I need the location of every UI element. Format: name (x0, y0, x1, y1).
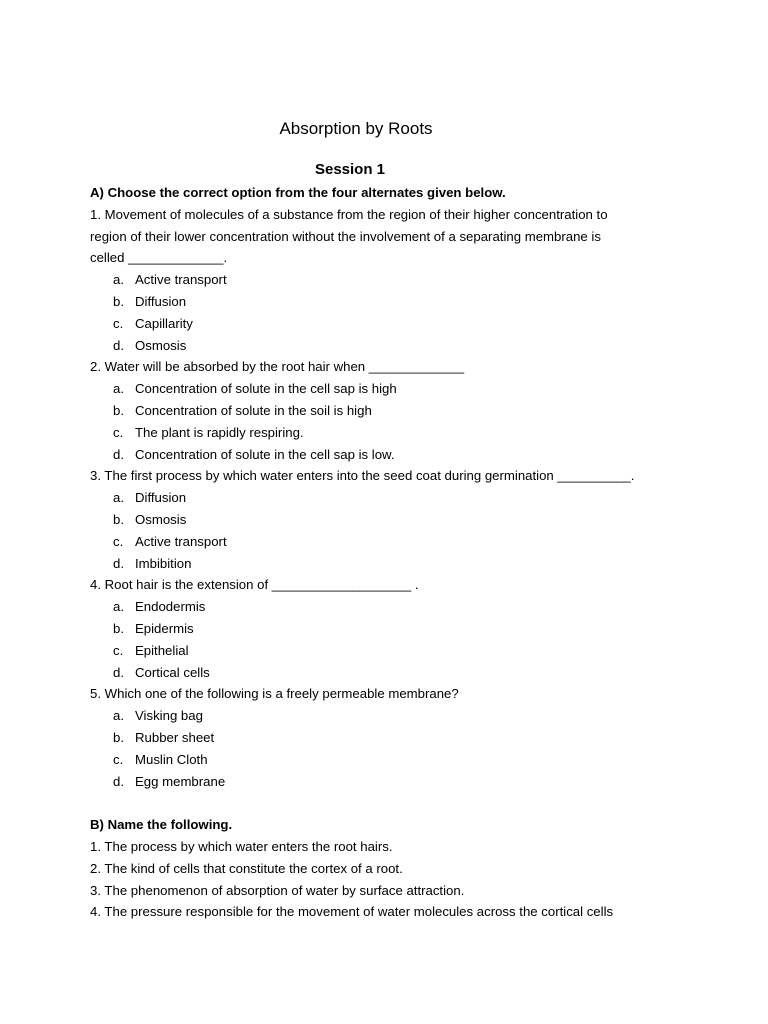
option-item (90, 269, 668, 291)
option-letter: d. (113, 337, 124, 353)
option-text: Epidermis (135, 620, 194, 636)
option-text: Diffusion (135, 490, 187, 506)
question-text-line: 3. The first process by which water enters into the seed coat during germination __________. (90, 468, 635, 484)
option-item (90, 487, 668, 509)
option-item (90, 771, 668, 793)
option-item (90, 553, 668, 575)
option-letter: c. (113, 751, 124, 767)
option-letter: d. (113, 446, 124, 462)
option-item (90, 618, 668, 640)
option-item (90, 400, 668, 422)
option-text: Active transport (135, 272, 227, 288)
option-letter: b. (113, 402, 124, 418)
option-letter: b. (113, 511, 124, 527)
option-item (90, 705, 668, 727)
option-item (90, 378, 668, 400)
option-letter: d. (113, 664, 124, 680)
option-text: Imbibition (135, 555, 192, 571)
option-text: Cortical cells (135, 664, 210, 680)
option-letter: d. (113, 773, 124, 789)
option-item (90, 596, 668, 618)
question-text-line: 5. Which one of the following is a freely permeable membrane? (90, 686, 459, 702)
option-letter: c. (113, 642, 124, 658)
question-text-line: 4. Root hair is the extension of ___________________ . (90, 577, 419, 593)
option-item (90, 749, 668, 771)
option-text: The plant is rapidly respiring. (135, 424, 304, 440)
option-item (90, 444, 668, 466)
option-letter: a. (113, 599, 124, 615)
option-letter: b. (113, 620, 124, 636)
question-text-line: region of their lower concentration without the involvement of a separating membrane is (90, 228, 601, 244)
option-text: Concentration of solute in the cell sap is low. (135, 446, 395, 462)
option-text: Epithelial (135, 642, 189, 658)
option-letter: a. (113, 490, 124, 506)
option-letter: c. (113, 533, 124, 549)
question-5 (90, 683, 668, 792)
option-text: Osmosis (135, 511, 187, 527)
option-text: Endodermis (135, 599, 206, 615)
option-letter: a. (113, 708, 124, 724)
option-letter: d. (113, 555, 124, 571)
question-text-line: 1. Movement of molecules of a substance from the region of their higher concentration to (90, 206, 608, 222)
name-item: 1. The process by which water enters the root hairs. (90, 838, 393, 854)
option-item (90, 662, 668, 684)
option-text: Muslin Cloth (135, 751, 208, 767)
option-text: Concentration of solute in the soil is high (135, 402, 372, 418)
name-item: 4. The pressure responsible for the movement of water molecules across the cortical cells (90, 904, 614, 920)
option-item (90, 313, 668, 335)
section-a-heading: A) Choose the correct option from the four alternates given below. (90, 185, 506, 200)
option-letter: a. (113, 272, 124, 288)
option-text: Capillarity (135, 315, 193, 331)
option-text: Concentration of solute in the cell sap is high (135, 381, 397, 397)
question-text-line: 2. Water will be absorbed by the root hair when _____________ (90, 359, 465, 375)
option-item (90, 640, 668, 662)
section-b-heading: B) Name the following. (90, 817, 233, 833)
question-4 (90, 574, 668, 683)
spacer (90, 792, 668, 814)
option-item (90, 531, 668, 553)
question-3 (90, 465, 668, 574)
option-item (90, 509, 668, 531)
option-letter: b. (113, 293, 124, 309)
name-item: 2. The kind of cells that constitute the cortex of a root. (90, 860, 403, 876)
option-letter: c. (113, 315, 124, 331)
option-text: Rubber sheet (135, 729, 215, 745)
option-text: Visking bag (135, 708, 203, 724)
option-letter: a. (113, 381, 124, 397)
question-1 (90, 204, 668, 357)
name-item: 3. The phenomenon of absorption of water by surface attraction. (90, 882, 465, 898)
option-item (90, 335, 668, 357)
page-title: Absorption by Roots (279, 119, 433, 138)
option-text: Active transport (135, 533, 227, 549)
option-text: Egg membrane (135, 773, 226, 789)
worksheet-body (90, 182, 668, 923)
option-text: Osmosis (135, 337, 187, 353)
session-heading: Session 1 (314, 161, 386, 178)
option-item (90, 291, 668, 313)
option-letter: c. (113, 424, 124, 440)
question-text-line: celled _____________. (90, 250, 228, 266)
option-text: Diffusion (135, 293, 187, 309)
question-2 (90, 356, 668, 465)
option-item (90, 422, 668, 444)
option-letter: b. (113, 729, 124, 745)
option-item (90, 727, 668, 749)
